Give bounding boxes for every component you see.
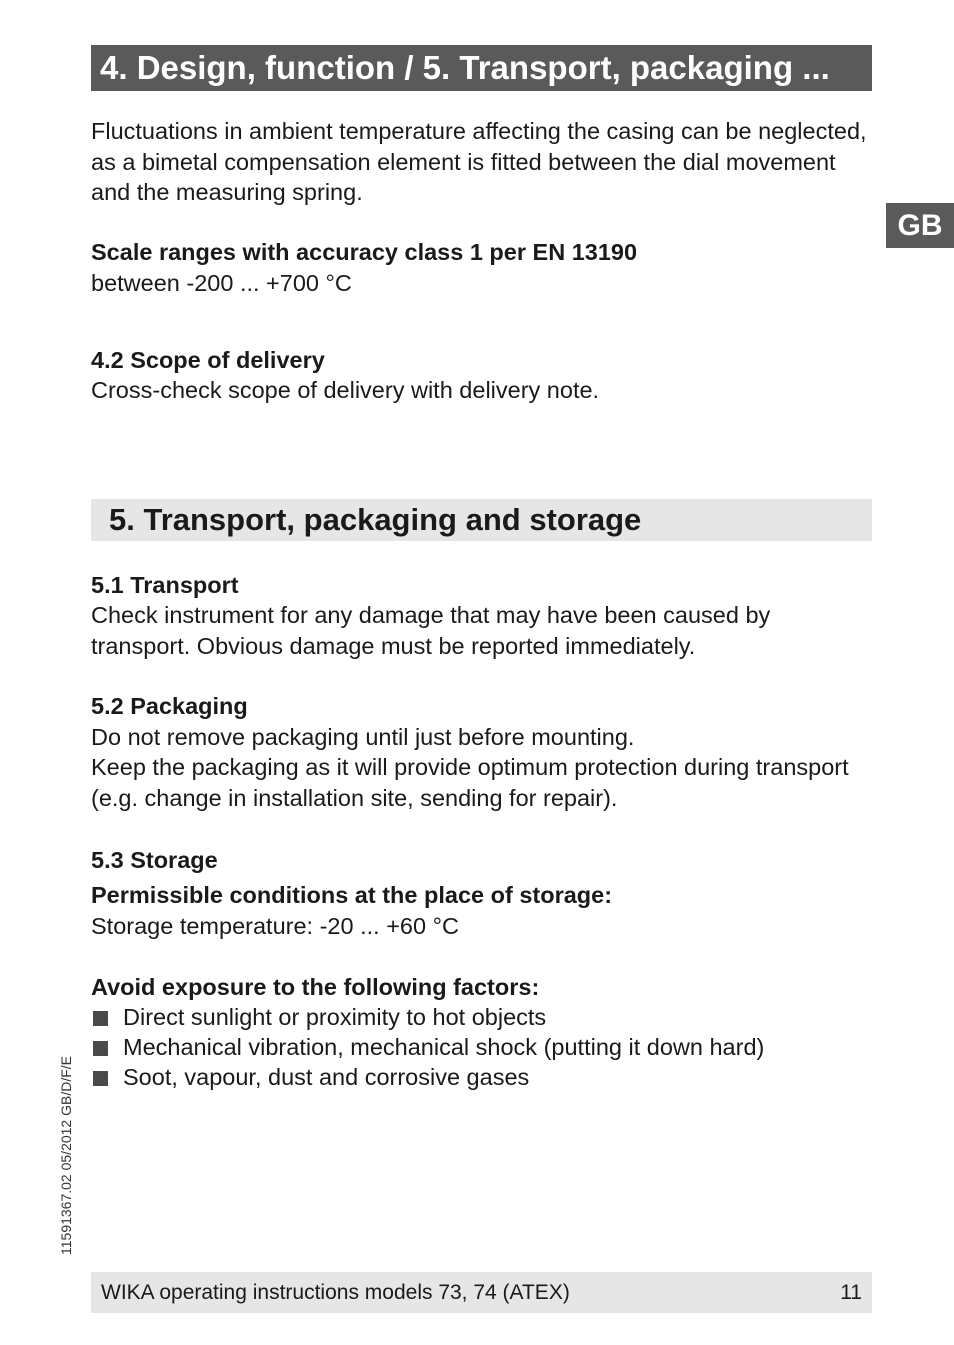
list-item [91, 1032, 764, 1062]
square-bullet-icon [93, 1041, 108, 1056]
scale-ranges-text: between -200 ... +700 °C [91, 270, 352, 296]
factor-text: Mechanical vibration, mechanical shock (putting it down hard) [123, 1034, 765, 1060]
packaging-line-2: Keep the packaging as it will provide optimum protection during transport (e.g. change in installation site, sending for repair). [91, 754, 849, 811]
scope-text: Cross-check scope of delivery with delivery note. [91, 377, 600, 403]
page-footer [91, 1272, 872, 1313]
transport-heading: 5.1 Transport [91, 572, 239, 598]
packaging-line-1: Do not remove packaging until just before mounting. [91, 724, 635, 750]
intro-paragraph: Fluctuations in ambient temperature affecting the casing can be neglected, as a bimetal compensation element is fitted between the dial movement and the measuring spring. [91, 118, 867, 205]
square-bullet-icon [93, 1011, 108, 1026]
scope-heading: 4.2 Scope of delivery [91, 347, 325, 373]
factor-text: Soot, vapour, dust and corrosive gases [123, 1064, 530, 1090]
storage-temperature: Storage temperature: -20 ... +60 °C [91, 913, 459, 939]
scale-ranges-heading: Scale ranges with accuracy class 1 per EN 13190 [91, 239, 638, 265]
packaging-heading: 5.2 Packaging [91, 693, 248, 719]
square-bullet-icon [93, 1071, 108, 1086]
avoid-factors-list [91, 1002, 764, 1092]
language-tab-gb: GB [886, 203, 954, 248]
section-5-title: 5. Transport, packaging and storage [91, 499, 872, 541]
page-number: 11 [840, 1281, 862, 1304]
storage-conditions-heading: Permissible conditions at the place of storage: [91, 882, 613, 908]
storage-heading: 5.3 Storage [91, 847, 218, 873]
transport-text: Check instrument for any damage that may have been caused by transport. Obvious damage must be reported immediately. [91, 602, 771, 659]
factor-text: Direct sunlight or proximity to hot objects [123, 1004, 547, 1030]
list-item [91, 1002, 764, 1032]
page-header-title: 4. Design, function / 5. Transport, packaging ... [91, 45, 872, 91]
avoid-heading: Avoid exposure to the following factors: [91, 974, 540, 1000]
footer-title: WIKA operating instructions models 73, 74 (ATEX) [101, 1281, 570, 1304]
document-code: 11591367.02 05/2012 GB/D/F/E [58, 1056, 74, 1255]
list-item [91, 1062, 764, 1092]
